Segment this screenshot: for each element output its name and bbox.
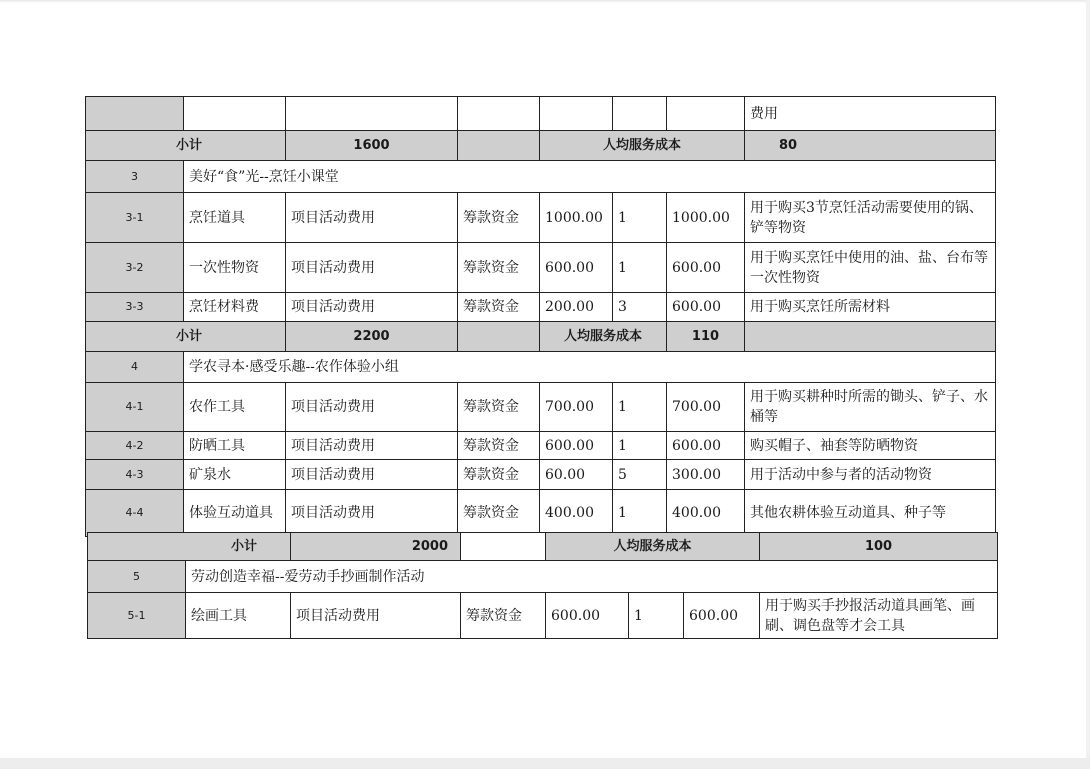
item-price: 600.00 — [540, 243, 613, 293]
item-qty: 1 — [613, 383, 667, 432]
subtotal-value: 2000 — [291, 533, 461, 561]
item-row — [86, 432, 996, 460]
item-note: 用于购买烹饪所需材料 — [745, 293, 996, 322]
scan-edge-top — [0, 0, 1090, 3]
item-row — [86, 293, 996, 322]
item-amount: 1000.00 — [667, 193, 745, 243]
item-price: 400.00 — [540, 490, 613, 537]
item-note: 用于活动中参与者的活动物资 — [745, 460, 996, 490]
item-source: 筹款资金 — [458, 460, 540, 490]
item-row — [86, 383, 996, 432]
cell — [458, 322, 540, 352]
item-name: 体验互动道具 — [184, 490, 286, 537]
item-source: 筹款资金 — [458, 193, 540, 243]
item-row — [86, 460, 996, 490]
cell — [461, 533, 546, 561]
cell — [184, 97, 286, 131]
item-name: 烹饪道具 — [184, 193, 286, 243]
scan-edge-right — [1086, 0, 1090, 769]
item-price: 200.00 — [540, 293, 613, 322]
item-qty: 1 — [613, 432, 667, 460]
item-amount: 400.00 — [667, 490, 745, 537]
item-note: 用于购买手抄报活动道具画笔、画刷、调色盘等才会工具 — [760, 593, 998, 639]
scan-edge-bottom — [0, 758, 1090, 769]
item-number: 5-1 — [88, 593, 186, 639]
item-number: 4-4 — [86, 490, 184, 537]
item-amount: 700.00 — [667, 383, 745, 432]
item-category: 项目活动费用 — [286, 293, 458, 322]
section-header-row — [86, 161, 996, 193]
item-number: 3-1 — [86, 193, 184, 243]
per-capita-value: 80 — [745, 131, 996, 161]
item-amount: 600.00 — [667, 432, 745, 460]
section-title: 学农寻本·感受乐趣--农作体验小组 — [184, 352, 996, 383]
item-qty: 1 — [629, 593, 684, 639]
item-category: 项目活动费用 — [286, 432, 458, 460]
item-qty: 1 — [613, 243, 667, 293]
item-row — [86, 193, 996, 243]
item-source: 筹款资金 — [458, 243, 540, 293]
item-category: 项目活动费用 — [286, 490, 458, 537]
subtotal-row — [88, 533, 998, 561]
item-category: 项目活动费用 — [286, 193, 458, 243]
section-number: 5 — [88, 561, 186, 593]
item-price: 1000.00 — [540, 193, 613, 243]
item-price: 600.00 — [540, 432, 613, 460]
item-number: 4-1 — [86, 383, 184, 432]
item-row — [86, 243, 996, 293]
item-note: 用于购买烹饪中使用的油、盐、台布等一次性物资 — [745, 243, 996, 293]
budget-table-lower — [87, 532, 998, 639]
item-row — [88, 593, 998, 639]
subtotal-label: 小计 — [86, 131, 286, 161]
item-name: 农作工具 — [184, 383, 286, 432]
item-note: 用于购买耕种时所需的锄头、铲子、水桶等 — [745, 383, 996, 432]
per-capita-label: 人均服务成本 — [540, 322, 667, 352]
item-name: 防晒工具 — [184, 432, 286, 460]
cell — [286, 97, 458, 131]
subtotal-row — [86, 322, 996, 352]
item-price: 60.00 — [540, 460, 613, 490]
item-category: 项目活动费用 — [286, 243, 458, 293]
note-cell: 费用 — [745, 97, 996, 131]
section-header-row — [86, 352, 996, 383]
per-capita-value: 110 — [667, 322, 745, 352]
item-note: 购买帽子、袖套等防晒物资 — [745, 432, 996, 460]
item-qty: 1 — [613, 193, 667, 243]
cell — [613, 97, 667, 131]
item-number: 4-2 — [86, 432, 184, 460]
subtotal-value: 2200 — [286, 322, 458, 352]
item-source: 筹款资金 — [458, 383, 540, 432]
item-qty: 3 — [613, 293, 667, 322]
item-price: 600.00 — [546, 593, 629, 639]
subtotal-label: 小计 — [88, 533, 291, 561]
item-row — [86, 490, 996, 537]
subtotal-row — [86, 131, 996, 161]
item-category: 项目活动费用 — [286, 460, 458, 490]
section-header-row — [88, 561, 998, 593]
item-price: 700.00 — [540, 383, 613, 432]
cell — [458, 97, 540, 131]
item-number: 4-3 — [86, 460, 184, 490]
item-qty: 1 — [613, 490, 667, 537]
per-capita-value: 100 — [760, 533, 998, 561]
item-number: 3-3 — [86, 293, 184, 322]
item-note: 其他农耕体验互动道具、种子等 — [745, 490, 996, 537]
item-name: 矿泉水 — [184, 460, 286, 490]
item-source: 筹款资金 — [461, 593, 546, 639]
item-note: 用于购买3节烹饪活动需要使用的锅、铲等物资 — [745, 193, 996, 243]
cell — [86, 97, 184, 131]
item-source: 筹款资金 — [458, 293, 540, 322]
item-category: 项目活动费用 — [291, 593, 461, 639]
cell — [458, 131, 540, 161]
section-number: 3 — [86, 161, 184, 193]
item-category: 项目活动费用 — [286, 383, 458, 432]
cell — [667, 97, 745, 131]
budget-table-upper — [85, 96, 996, 537]
item-name: 烹饪材料费 — [184, 293, 286, 322]
item-amount: 600.00 — [684, 593, 760, 639]
item-source: 筹款资金 — [458, 490, 540, 537]
subtotal-value: 1600 — [286, 131, 458, 161]
section-title: 美好“食”光--烹饪小课堂 — [184, 161, 996, 193]
item-source: 筹款资金 — [458, 432, 540, 460]
per-capita-label: 人均服务成本 — [546, 533, 760, 561]
item-name: 绘画工具 — [186, 593, 291, 639]
cell — [540, 97, 613, 131]
item-qty: 5 — [613, 460, 667, 490]
subtotal-label: 小计 — [86, 322, 286, 352]
item-amount: 300.00 — [667, 460, 745, 490]
section-title: 劳动创造幸福--爱劳动手抄画制作活动 — [186, 561, 998, 593]
item-name: 一次性物资 — [184, 243, 286, 293]
item-number: 3-2 — [86, 243, 184, 293]
item-amount: 600.00 — [667, 293, 745, 322]
item-amount: 600.00 — [667, 243, 745, 293]
per-capita-label: 人均服务成本 — [540, 131, 745, 161]
continued-row — [86, 97, 996, 131]
section-number: 4 — [86, 352, 184, 383]
cell — [745, 322, 996, 352]
